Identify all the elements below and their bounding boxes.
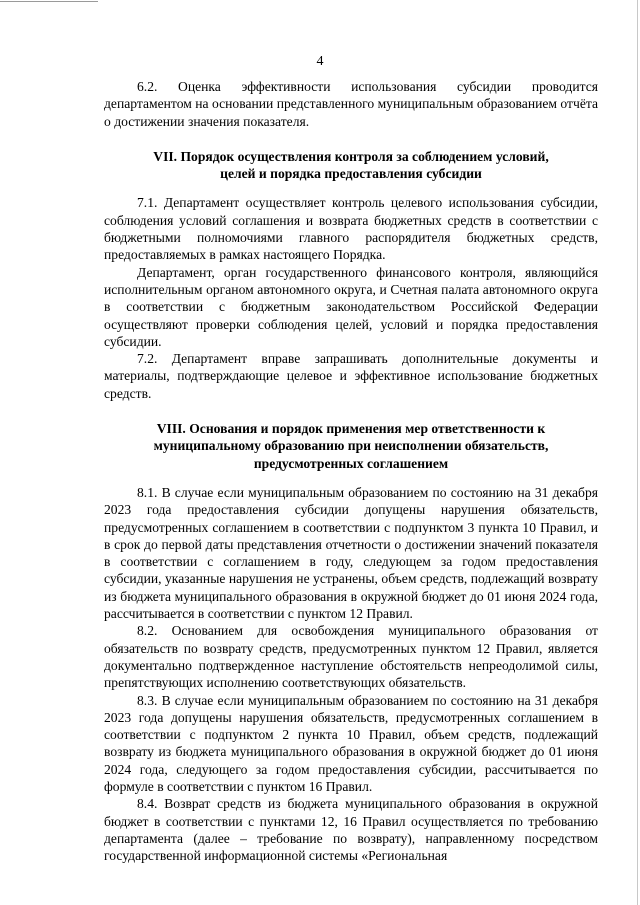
section-8-heading-line-1: VIII. Основания и порядок применения мер ответственности к	[156, 421, 546, 437]
section-8-heading-line-2: муниципальному образованию при неисполнении обязательств,	[153, 438, 549, 454]
paragraph-7-2: 7.2. Департамент вправе запрашивать дополнительные документы и материалы, подтверждающие целевое и эффективное использование бюджетных средств.	[104, 351, 598, 401]
right-edge-line	[637, 0, 638, 905]
section-7-heading	[104, 148, 598, 183]
section-7-heading-line-2: целей и порядка предоставления субсидии	[220, 166, 482, 182]
paragraph-7-1: 7.1. Департамент осуществляет контроль целевого использования субсидии, соблюдения условий соглашения и возврата бюджетных средств в соответствии с бюджетными полномочиями главного распорядителя бюджетных средств, предоставляемых в рамках настоящего Порядка.	[104, 195, 598, 263]
section-8-heading-line-3: предусмотренных соглашением	[253, 455, 449, 471]
paragraph-8-4: 8.4. Возврат средств из бюджета муниципального образования в окружной бюджет в соответствии с пунктами 12, 16 Правил осуществляется по требованию департамента (далее – требование по возврату), направленному посредством государственной информационной системы «Региональная	[104, 796, 598, 864]
paragraph-7-1-control: Департамент, орган государственного финансового контроля, являющийся исполнительным органом автономного округа, и Счетная палата автономного округа в соответствии с бюджетным законодательством Российской Федерации осуществляют проверки соблюдения целей, условий и порядка предоставления субсидии.	[104, 264, 598, 349]
paragraph-6-2: 6.2. Оценка эффективности использования субсидии проводится департаментом на основании представленного муниципальным образованием отчёта о достижении значения показателя.	[104, 79, 598, 129]
paragraph-8-2: 8.2. Основанием для освобождения муниципального образования от обязательств по возврату средств, предусмотренных пунктом 12 Правил, является документально подтвержденное наступление обстоятельств непреодолимой силы, препятствующих исполнению соответствующих обязательств.	[104, 623, 598, 691]
section-8-heading	[104, 420, 598, 472]
paragraph-8-1: 8.1. В случае если муниципальным образованием по состоянию на 31 декабря 2023 года предоставления субсидии допущены нарушения обязательств, предусмотренных соглашением в соответствии с подпунктом 3 пункта 10 Правил, и в срок до первой даты представления отчетности о достижении значений показателя в соответствии с соглашением в году, следующем за годом предоставления субсидии, указанные нарушения не устранены, объем средств, подлежащий возврату из бюджета муниципального образования в окружной бюджет до 01 июня 2024 года, рассчитывается в соответствии с пунктом 12 Правил.	[104, 484, 598, 622]
paragraph-8-3: 8.3. В случае если муниципальным образованием по состоянию на 31 декабря 2023 года допущены нарушения обязательств, предусмотренных соглашением в соответствии с подпунктом 2 пункта 10 Правил, объем средств, подлежащий возврату из бюджета муниципального образования в окружной бюджет до 01 июня 2024 года, следующего за годом предоставления субсидии, рассчитывается по формуле в соответствии с пунктом 16 Правил.	[104, 692, 598, 794]
section-7-heading-line-1: VII. Порядок осуществления контроля за соблюдением условий,	[153, 148, 549, 164]
document-body	[104, 78, 598, 864]
top-edge-rule	[0, 1, 98, 2]
page-number: 4	[316, 54, 324, 69]
